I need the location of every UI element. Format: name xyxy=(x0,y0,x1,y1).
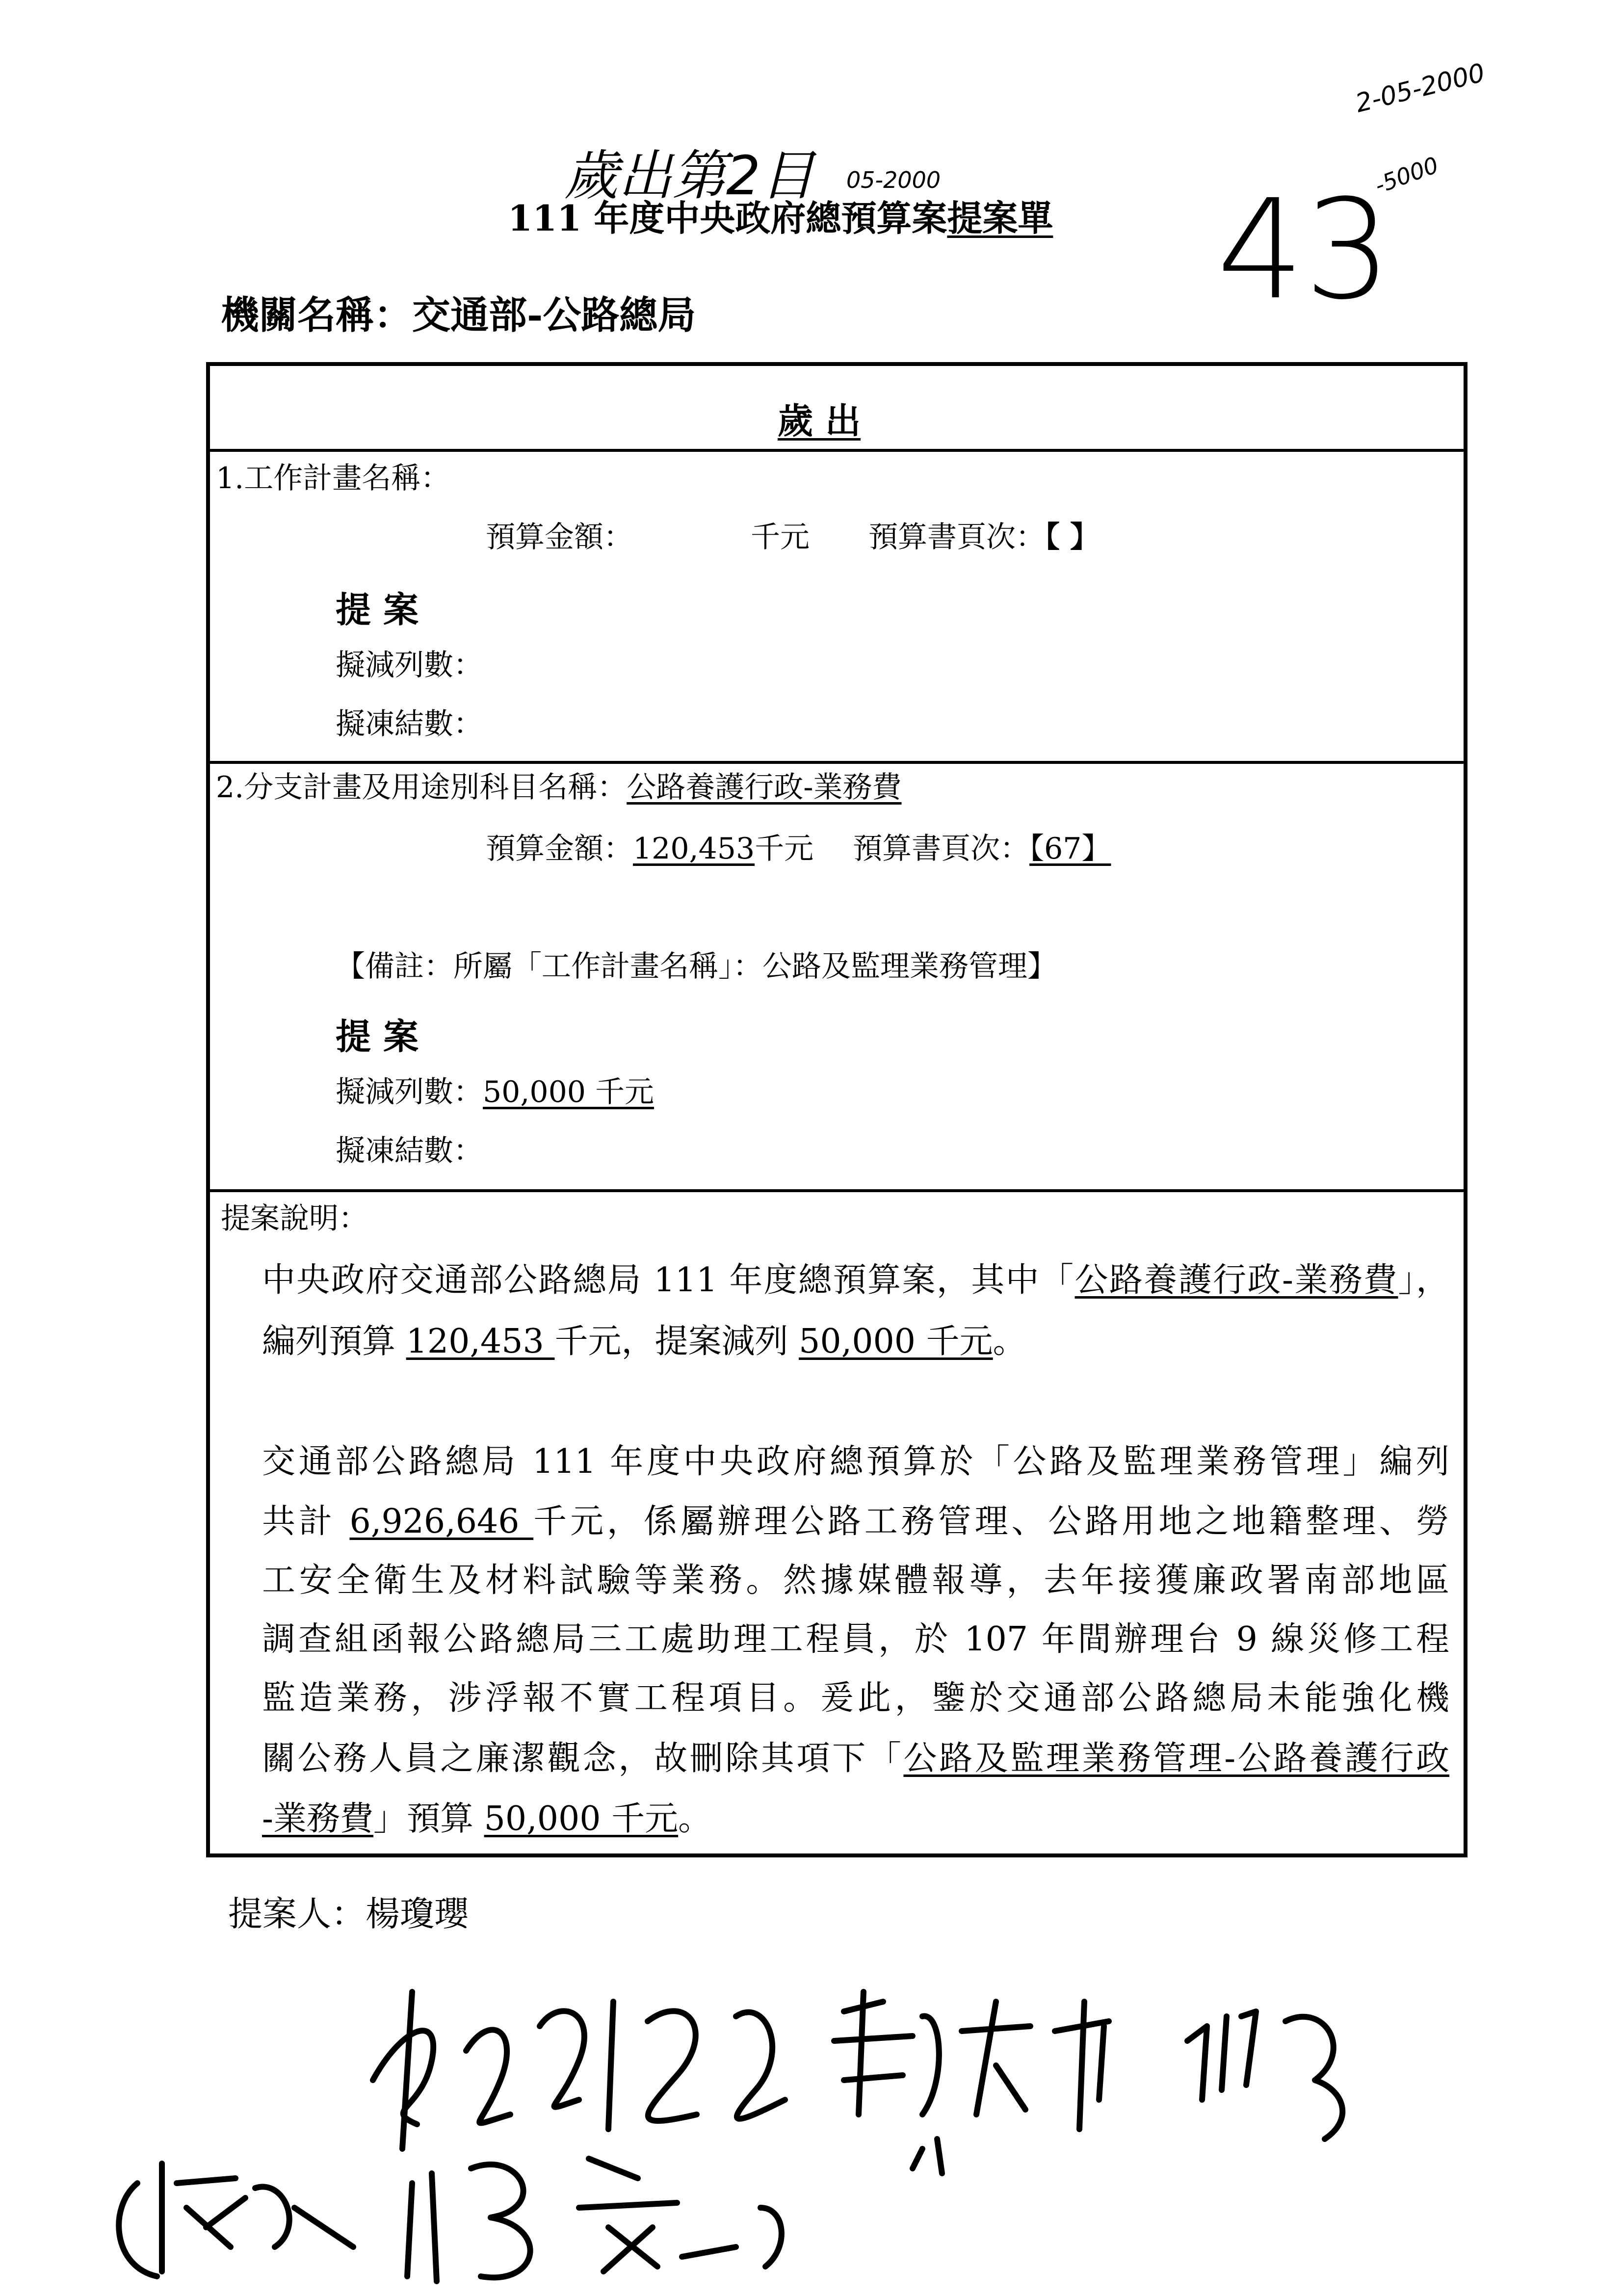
underlined-text: 120,453 xyxy=(406,1322,555,1361)
explanation-p2-line2 xyxy=(262,1502,1449,1541)
proposer xyxy=(228,1886,469,1936)
item2-budget-row xyxy=(486,832,1140,866)
item2-cut-value: 50,000 千元 xyxy=(483,1075,655,1109)
signature-1 xyxy=(373,1992,785,2149)
table-heading: 歲 出 xyxy=(778,400,861,442)
text: 調查組函報公路總局三工處助理工程員，於 107 年間辦理台 9 線災修工程 xyxy=(262,1620,1449,1659)
item2-budget-label: 預算金額： xyxy=(486,832,633,866)
item2-cut-row xyxy=(336,1077,654,1107)
agency-name xyxy=(221,285,696,339)
agency-label: 機關名稱： xyxy=(221,293,413,338)
item1-budget-unit: 千元 xyxy=(751,520,810,554)
item1-freeze-label: 擬凍結數： xyxy=(336,707,483,741)
agency-value: 交通部-公路總局 xyxy=(412,293,696,338)
item2-page-label: 預算書頁次： xyxy=(853,832,1030,866)
text: 」， xyxy=(1398,1261,1449,1300)
item1-proposal-heading: 提 案 xyxy=(336,589,419,630)
amount-note: -5000 xyxy=(1371,151,1442,199)
item1-page-label: 預算書頁次： xyxy=(868,520,1045,554)
item2-budget-unit: 千元 xyxy=(755,832,814,866)
item2-label-value: 公路養護行政-業務費 xyxy=(627,770,902,805)
item1-label: 1.工作計畫名稱： xyxy=(216,461,450,496)
text: 共計 xyxy=(262,1502,350,1541)
explanation-p2-line3 xyxy=(262,1561,1449,1600)
item1-budget-label: 預算金額： xyxy=(486,520,633,554)
underlined-text: 50,000 千元 xyxy=(484,1800,679,1838)
underlined-text: -業務費 xyxy=(262,1800,373,1838)
explanation-p2-line4 xyxy=(262,1622,1449,1657)
item1-page-value: 【 】 xyxy=(1045,520,1100,554)
underlined-text: 公路及監理業務管理-公路養護行政 xyxy=(903,1739,1449,1778)
item2-budget-value: 120,453 xyxy=(633,832,755,866)
section-code: 05-2000 xyxy=(846,167,941,193)
proposer-label: 提案人： xyxy=(228,1894,366,1934)
explanation-p1-line2 xyxy=(262,1322,1026,1361)
signature-5 xyxy=(407,2159,782,2281)
item2-remark: 【備註：所屬「工作計畫名稱」：公路及監理業務管理】 xyxy=(336,949,1057,984)
proposer-name: 楊瓊瓔 xyxy=(366,1894,469,1934)
signature-3 xyxy=(1187,2011,1342,2139)
explanation-p2-line1 xyxy=(262,1442,1449,1481)
item2-cut-label: 擬減列數： xyxy=(336,1075,483,1109)
explanation-p2-line5 xyxy=(262,1681,1449,1716)
section-handwritten: 歲出第2目 xyxy=(564,144,814,207)
text: 千元，提案減列 xyxy=(554,1322,799,1361)
text: 。 xyxy=(678,1800,712,1838)
item2-label-row xyxy=(216,770,902,805)
signatures xyxy=(0,1953,1624,2296)
item1-cut-label: 擬減列數： xyxy=(336,648,483,682)
explanation-p2-line7 xyxy=(262,1802,711,1836)
signature-2 xyxy=(834,1992,1109,2173)
text: 編列預算 xyxy=(262,1322,406,1361)
item2-label: 2.分支計畫及用途別科目名稱： xyxy=(216,770,627,805)
title-underlined: 提案單 xyxy=(947,197,1053,239)
title-main: 111 年度中央政府總預算案 xyxy=(508,197,947,239)
text: 監造業務，涉浮報不實工程項目。爰此，鑒於交通部公路總局未能強化機 xyxy=(262,1679,1449,1718)
text: 關公務人員之廉潔觀念，故刪除其項下「 xyxy=(262,1739,904,1778)
item1-budget-row xyxy=(486,522,1100,552)
text: 千元，係屬辦理公路工務管理、公路用地之地籍整理、勞 xyxy=(533,1502,1449,1541)
text: 。 xyxy=(993,1322,1026,1361)
stamp-date: 2-05-2000 xyxy=(1352,58,1488,119)
item2-page-value: 【67】 xyxy=(1029,832,1111,866)
text: 中央政府交通部公路總局 111 年度總預算案，其中「 xyxy=(262,1261,1075,1300)
text: 」預算 xyxy=(373,1800,484,1838)
explanation-label: 提案說明： xyxy=(221,1201,368,1236)
explanation-p1-line1 xyxy=(262,1263,1449,1298)
item2-proposal-heading: 提 案 xyxy=(336,1016,419,1057)
page-title xyxy=(508,199,1053,238)
signature-4 xyxy=(119,2164,353,2276)
text: 工安全衛生及材料試驗等業務。然據媒體報導，去年接獲廉政署南部地區 xyxy=(262,1561,1449,1600)
text: 交通部公路總局 111 年度中央政府總預算於「公路及監理業務管理」編列 xyxy=(262,1442,1449,1481)
case-number: 43 xyxy=(1217,170,1392,330)
underlined-text: 50,000 千元 xyxy=(799,1322,993,1361)
explanation-p2-line6 xyxy=(262,1739,1449,1778)
underlined-text: 公路養護行政-業務費 xyxy=(1074,1261,1398,1300)
item2-freeze-label: 擬凍結數： xyxy=(336,1134,483,1168)
underlined-text: 6,926,646 xyxy=(349,1502,534,1541)
